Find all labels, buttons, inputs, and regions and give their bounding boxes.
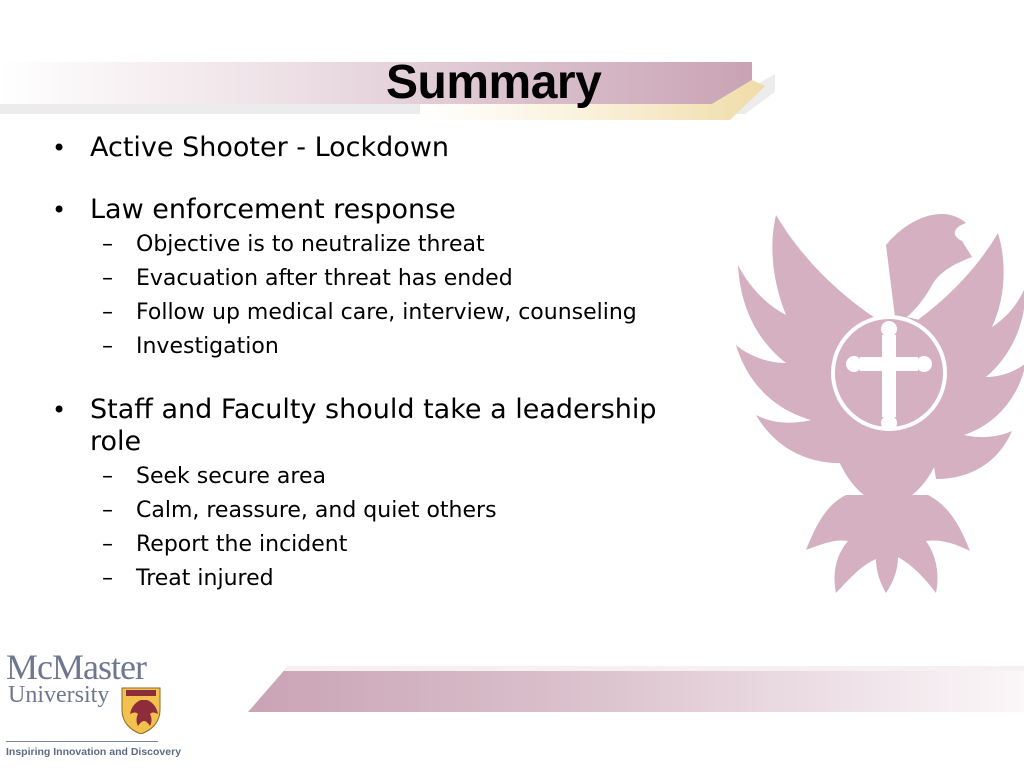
sub-bullet-text: Calm, reassure, and quiet others <box>136 498 497 523</box>
bullet-marker: • <box>52 196 67 224</box>
dash-marker: – <box>102 498 113 523</box>
sub-bullet-text: Evacuation after threat has ended <box>136 266 513 291</box>
bullet-item <box>52 194 692 226</box>
sub-bullet-item <box>52 228 692 262</box>
dash-marker: – <box>102 266 113 291</box>
sub-bullet-text: Objective is to neutralize threat <box>136 232 485 257</box>
bullet-item <box>52 132 692 164</box>
sub-bullet-text: Follow up medical care, interview, counseling <box>136 300 637 325</box>
logo-subtitle: University <box>8 682 110 708</box>
sub-bullet-item <box>52 562 692 596</box>
slide-title: Summary <box>386 56 602 109</box>
bullet-item <box>52 394 692 458</box>
sub-bullet-text: Treat injured <box>136 566 274 591</box>
bullet-text: Active Shooter - Lockdown <box>90 132 450 163</box>
sub-bullet-item <box>52 296 692 330</box>
bullet-text: Staff and Faculty should take a leadership role <box>90 394 657 457</box>
dash-marker: – <box>102 566 113 591</box>
logo-tagline: Inspiring Innovation and Discovery <box>6 746 182 758</box>
bullet-marker: • <box>52 396 67 424</box>
dash-marker: – <box>102 300 113 325</box>
dash-marker: – <box>102 464 113 489</box>
logo-divider <box>6 741 158 742</box>
footer-banner <box>248 662 1024 712</box>
dash-marker: – <box>102 334 113 359</box>
sub-bullet-item <box>52 262 692 296</box>
sub-bullet-text: Report the incident <box>136 532 348 557</box>
sub-bullet-item <box>52 330 692 364</box>
eagle-crest-icon <box>736 205 1024 595</box>
bullet-text: Law enforcement response <box>90 194 456 225</box>
dash-marker: – <box>102 232 113 257</box>
sub-bullet-text: Seek secure area <box>136 464 326 489</box>
sub-bullet-item <box>52 528 692 562</box>
university-logo <box>6 647 182 764</box>
sub-bullet-item <box>52 494 692 528</box>
slide-body <box>52 132 692 596</box>
bullet-marker: • <box>52 134 67 162</box>
logo-wordmark: McMaster <box>6 647 146 687</box>
mcmaster-crest-icon <box>120 686 162 734</box>
sub-bullet-text: Investigation <box>136 334 279 359</box>
dash-marker: – <box>102 532 113 557</box>
sub-bullet-item <box>52 460 692 494</box>
